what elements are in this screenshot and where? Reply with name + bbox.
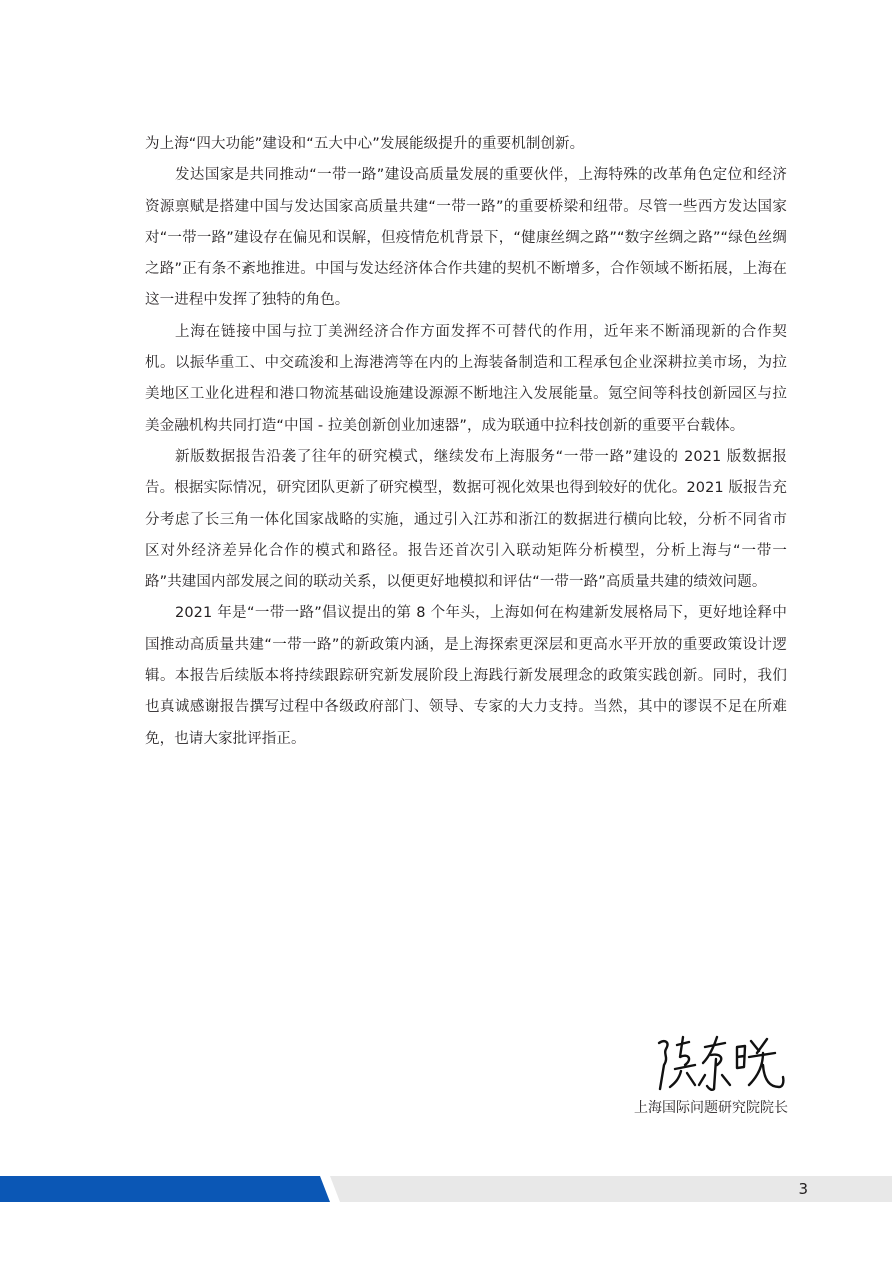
footer-band: [0, 1176, 892, 1202]
paragraph-data-report: 新版数据报告沿袭了往年的研究模式，继续发布上海服务“一带一路”建设的 2021 版数据报告。根据实际情况，研究团队更新了研究模型，数据可视化效果也得到较好的优化。2021 版报告充分考虑了长三角一体化国家战略的实施，通过引入江苏和浙江的数据进行横向比较，分析不同省市区对外经济差异化合作的模式和路径。报告还首次引入联动矩阵分析模型，分析上海与“一带一路”共建国内部发展之间的联动关系，以便更好地模拟和评估“一带一路”高质量共建的绩效问题。: [145, 448, 787, 591]
paragraph-continuation: 为上海“四大功能”建设和“五大中心”发展能级提升的重要机制创新。: [145, 136, 585, 152]
signature-block: [588, 1025, 788, 1145]
main-text: [145, 129, 787, 755]
footer-blue-band: [0, 1176, 330, 1202]
paragraph-developed-countries: 发达国家是共同推动“一带一路”建设高质量发展的重要伙伴，上海特殊的改革角色定位和经济资源禀赋是搭建中国与发达国家高质量共建“一带一路”的重要桥梁和纽带。尽管一些西方发达国家对“一带一路”建设存在偏见和误解，但疫情危机背景下，“健康丝绸之路”“数字丝绸之路”“绿色丝绸之路”正有条不紊地推进。中国与发达经济体合作共建的契机不断增多，合作领域不断拓展，上海在这一进程中发挥了独特的角色。: [145, 167, 787, 309]
page-number: 3: [798, 1180, 808, 1198]
paragraph-closing: 2021 年是“一带一路”倡议提出的第 8 个年头，上海如何在构建新发展格局下，更好地诠释中国推动高质量共建“一带一路”的新政策内涵，是上海探索更深层和更高水平开放的重要政策设计逻辑。本报告后续版本将持续跟踪研究新发展阶段上海践行新发展理念的政策实践创新。同时，我们也真诚感谢报告撰写过程中各级政府部门、领导、专家的大力支持。当然，其中的谬误不足在所难免，也请大家批评指正。: [145, 605, 787, 747]
paragraph-latin-america: 上海在链接中国与拉丁美洲经济合作方面发挥不可替代的作用，近年来不断涌现新的合作契机。以振华重工、中交疏浚和上海港湾等在内的上海装备制造和工程承包企业深耕拉美市场，为拉美地区工业化进程和港口物流基础设施建设源源不断地注入发展能量。氪空间等科技创新园区与拉美金融机构共同打造“中国 - 拉美创新创业加速器”，成为联通中拉科技创新的重要平台载体。: [145, 323, 787, 434]
signature-title: 上海国际问题研究院院长: [634, 1100, 788, 1116]
handwritten-signature: [653, 1033, 788, 1095]
